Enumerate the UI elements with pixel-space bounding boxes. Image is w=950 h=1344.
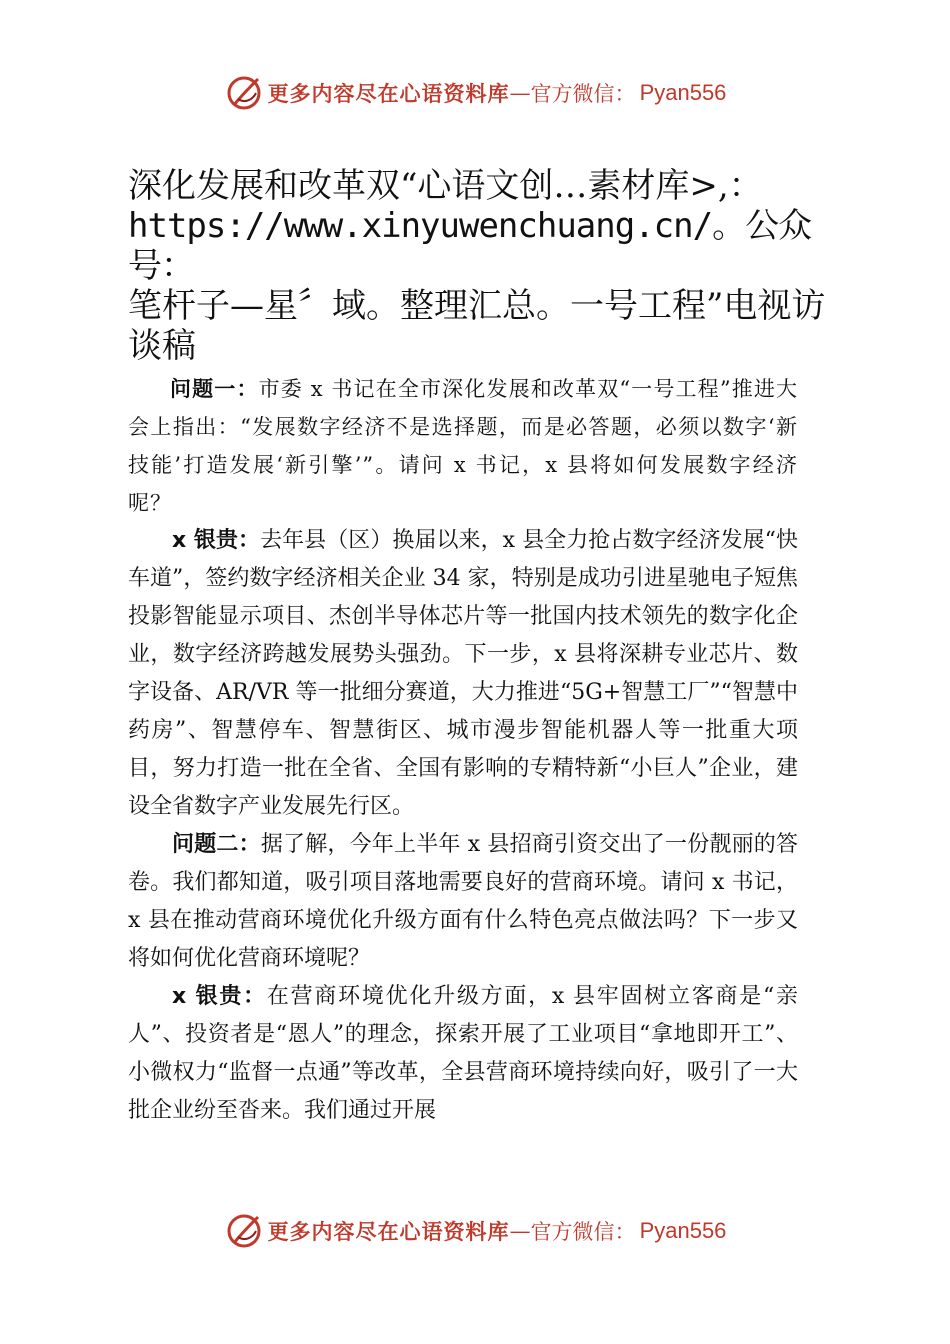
paragraph-text: 据了解，今年上半年 x 县招商引资交出了一份靓丽的答卷。我们都知道，吸引项目落地需要良好的营商环境。请问 x 书记，x 县在推动营商环境优化升级方面有什么特色亮点做法吗？下一步又将如何优化营商环境呢？	[128, 832, 798, 971]
calligraphy-leaf-logo-icon	[224, 73, 264, 113]
title-line-3: 笔杆子—星〞域。整理汇总。一号工程”电视访谈稿	[128, 286, 826, 366]
banner-text: 更多内容尽在心语资料库	[267, 1219, 510, 1244]
speaker-label: x 银贵：	[172, 984, 267, 1009]
banner-wechat-id: Pyan556	[639, 1218, 727, 1243]
banner-separator: —	[509, 1219, 531, 1243]
speaker-label: 问题二：	[172, 832, 261, 857]
paragraph-question-1	[128, 370, 798, 522]
document-body	[128, 370, 798, 1130]
speaker-label: x 银贵：	[172, 528, 261, 553]
title-url-line: https://www.xinyuwenchuang.cn/。公众号：	[128, 206, 812, 286]
paragraph-text: 在营商环境优化升级方面，x 县牢固树立客商是“亲人”、投资者是“恩人”的理念，探索开展了工业项目“拿地即开工”、小微权力“监督一点通”等改革，全县营商环境持续向好，吸引了一大批企业纷至沓来。我们通过开展	[128, 984, 798, 1123]
paragraph-answer-2	[128, 978, 798, 1130]
footer-banner	[0, 1206, 950, 1256]
paragraph-text: 去年县（区）换届以来，x 县全力抢占数字经济发展“快车道”，签约数字经济相关企业 34 家，特别是成功引进星驰电子短焦投影智能显示项目、杰创半导体芯片等一批国内技术领先的数字化企业，数字经济跨越发展势头强劲。下一步，x 县将深耕专业芯片、数字设备、AR/VR 等一批细分赛道，大力推进“5G+智慧工厂”“智慧中药房”、智慧停车、智慧街区、城市漫步智能机器人等一批重大项目，努力打造一批在全省、全国有影响的专精特新“小巨人”企业，建设全省数字产业发展先行区。	[128, 528, 798, 819]
document-title	[128, 166, 828, 366]
calligraphy-leaf-logo-icon	[224, 1211, 264, 1251]
title-line-1: 深化发展和改革双“心语文创…素材库>,：	[128, 166, 763, 206]
paragraph-text: 市委 x 书记在全市深化发展和改革双“一号工程”推进大会上指出：“发展数字经济不是选择题，而是必答题，必须以数字‘新技能’打造发展‘新引擎’”。请问 x 书记，x 县将如何发展数字经济呢？	[128, 377, 799, 515]
banner-wechat-label: 官方微信：	[530, 82, 636, 106]
header-banner	[0, 68, 950, 118]
paragraph-answer-1	[128, 522, 798, 826]
speaker-label: 问题一：	[170, 377, 259, 401]
banner-wechat-label: 官方微信：	[530, 1220, 636, 1244]
paragraph-question-2	[128, 826, 798, 978]
banner-separator: —	[509, 81, 531, 105]
banner-wechat-id: Pyan556	[639, 80, 727, 105]
banner-text: 更多内容尽在心语资料库	[267, 81, 510, 106]
